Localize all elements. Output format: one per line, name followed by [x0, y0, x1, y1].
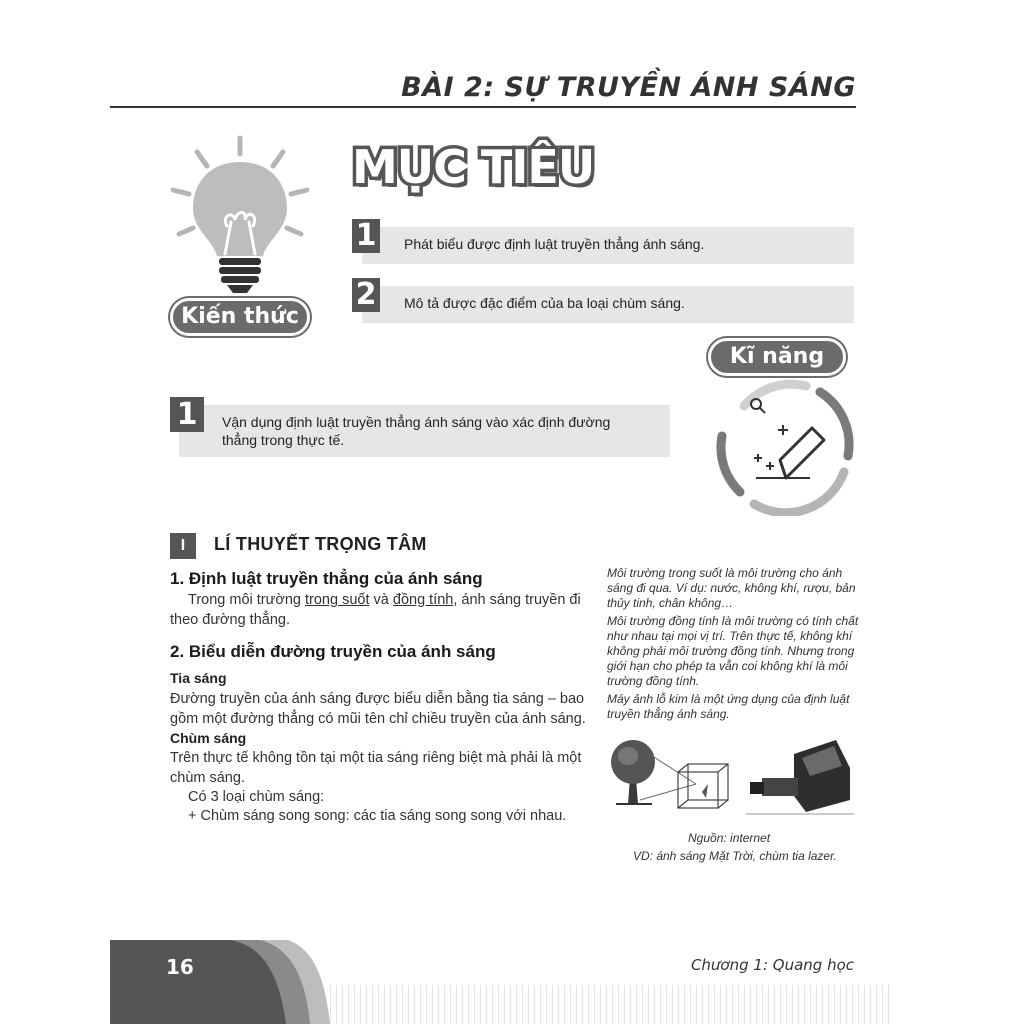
pinhole-camera-illustration — [606, 734, 856, 824]
note-pinhole-camera: Máy ảnh lỗ kim là một ứng dụng của định luật truyền thẳng ánh sáng. — [607, 692, 850, 721]
note-homogeneous: Môi trường đồng tính là môi trường có tính chất như nhau tại mọi vị trí. Trên thực tế, không khí không phải môi trường đồng tính. Nhưng trong giới hạn cho phép ta vẫn coi không khí là môi trường đồng tính. — [607, 614, 859, 688]
footer-pattern — [330, 985, 890, 1024]
note-transparent: Môi trường trong suốt là môi trường cho ánh sáng đi qua. Ví dụ: nước, không khí, rượu, bản thủy tinh, chân không… — [607, 566, 856, 610]
knowledge-item-1-number: 1 — [352, 219, 380, 253]
vintage-camera-image — [746, 740, 854, 814]
page-number: 16 — [166, 955, 194, 979]
knowledge-item-1-text: Phát biểu được định luật truyền thẳng ánh sáng. — [404, 236, 705, 252]
knowledge-label: Kiến thức — [170, 298, 310, 336]
example-caption: VD: ánh sáng Mặt Trời, chùm tia lazer. — [633, 849, 837, 863]
header-divider — [110, 106, 856, 108]
chapter-label: Chương 1: Quang học — [690, 956, 854, 974]
pinhole-box — [678, 764, 728, 808]
beam-title: Chùm sáng — [170, 730, 247, 746]
image-source-caption: Nguồn: internet — [688, 831, 771, 845]
skill-label: Kĩ năng — [708, 338, 846, 376]
section-title: LÍ THUYẾT TRỌNG TÂM — [214, 534, 427, 554]
knowledge-item-2-text: Mô tả được đặc điểm của ba loại chùm sáng. — [404, 295, 685, 311]
ray-line2: gồm một đường thẳng có mũi tên chỉ chiều truyền của ánh sáng. — [170, 711, 586, 727]
heading-representation: 2. Biểu diễn đường truyền của ánh sáng — [170, 642, 496, 661]
heading-law-of-light: 1. Định luật truyền thẳng của ánh sáng — [170, 569, 483, 588]
objectives-heading: MỤC TIÊU — [352, 140, 595, 194]
footer-page-band — [110, 940, 330, 1024]
paragraph-law-line2: theo đường thẳng. — [170, 612, 291, 628]
ray-title: Tia sáng — [170, 670, 227, 686]
light-bulb-icon — [165, 130, 315, 300]
parallel-beam-line: + Chùm sáng song song: các tia sáng song song với nhau. — [188, 808, 567, 824]
knowledge-item-2-number: 2 — [352, 278, 380, 312]
section-number: I — [170, 533, 196, 559]
skill-item-1-text: Vận dụng định luật truyền thẳng ánh sáng vào xác định đường thẳng trong thực tế. — [222, 414, 611, 448]
ray-line1: Đường truyền của ánh sáng được biểu diễn bằng tia sáng – bao — [170, 691, 585, 707]
beam-types-line: Có 3 loại chùm sáng: — [188, 789, 325, 805]
lesson-title: BÀI 2: SỰ TRUYỀN ÁNH SÁNG — [401, 72, 856, 103]
pencil-skill-icon — [714, 376, 854, 516]
tree-image — [611, 740, 655, 804]
skill-item-1-number: 1 — [170, 397, 204, 432]
side-notes — [607, 566, 861, 725]
paragraph-law-line1: Trong môi trường trong suốt và đồng tính, ánh sáng truyền đi — [188, 592, 581, 608]
beam-line2: chùm sáng. — [170, 770, 245, 786]
beam-line1: Trên thực tế không tồn tại một tia sáng riêng biệt mà phải là một — [170, 750, 582, 766]
